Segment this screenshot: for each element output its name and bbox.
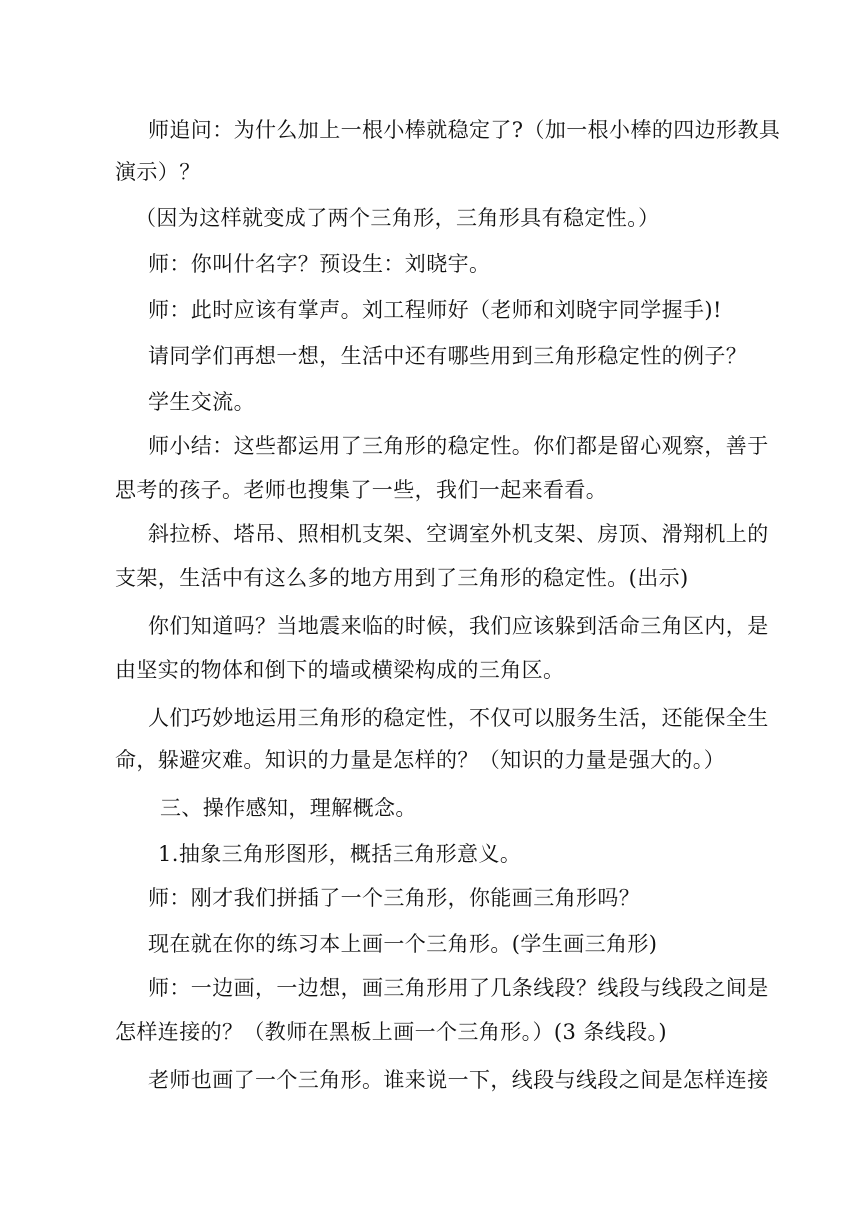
paragraph-line: 怎样连接的？（教师在黑板上画一个三角形。）(3 条线段。) — [115, 1020, 668, 1044]
paragraph-line: 学生交流。 — [148, 390, 255, 414]
paragraph-line: 你们知道吗？当地震来临的时候，我们应该躲到活命三角区内，是 — [148, 614, 769, 638]
paragraph-line: 请同学们再想一想，生活中还有哪些用到三角形稳定性的例子？ — [148, 344, 748, 368]
paragraph-line: 师追问：为什么加上一根小棒就稳定了?（加一根小棒的四边形教具 — [148, 118, 781, 142]
paragraph-line: 支架，生活中有这么多的地方用到了三角形的稳定性。(出示) — [115, 566, 689, 590]
paragraph-line: 思考的孩子。老师也搜集了一些，我们一起来看看。 — [115, 478, 608, 502]
paragraph-line: 现在就在你的练习本上画一个三角形。(学生画三角形) — [148, 932, 658, 956]
paragraph-line: 由坚实的物体和倒下的墙或横梁构成的三角区。 — [115, 658, 565, 682]
section-heading: 三、操作感知，理解概念。 — [160, 796, 417, 820]
paragraph-line: 师：你叫什名字？预设生：刘晓宇。 — [148, 252, 491, 276]
subsection-heading: 1.抽象三角形图形，概括三角形意义。 — [158, 842, 522, 866]
paragraph-line: 斜拉桥、塔吊、照相机支架、空调室外机支架、房顶、滑翔机上的 — [148, 522, 769, 546]
paragraph-line: 演示）？ — [115, 160, 201, 184]
paragraph-line: 人们巧妙地运用三角形的稳定性，不仅可以服务生活，还能保全生 — [148, 706, 769, 730]
paragraph-line: （因为这样就变成了两个三角形，三角形具有稳定性。） — [135, 206, 660, 230]
paragraph-line: 师：一边画，一边想，画三角形用了几条线段？线段与线段之间是 — [148, 976, 769, 1000]
paragraph-line: 命，躲避灾难。知识的力量是怎样的？（知识的力量是强大的。） — [115, 748, 726, 772]
paragraph-line: 师：刚才我们拼插了一个三角形，你能画三角形吗？ — [148, 886, 641, 910]
paragraph-line: 老师也画了一个三角形。谁来说一下，线段与线段之间是怎样连接 — [148, 1068, 769, 1092]
paragraph-line: 师：此时应该有掌声。刘工程师好（老师和刘晓宇同学握手)! — [148, 298, 722, 322]
paragraph-line: 师小结：这些都运用了三角形的稳定性。你们都是留心观察，善于 — [148, 434, 769, 458]
